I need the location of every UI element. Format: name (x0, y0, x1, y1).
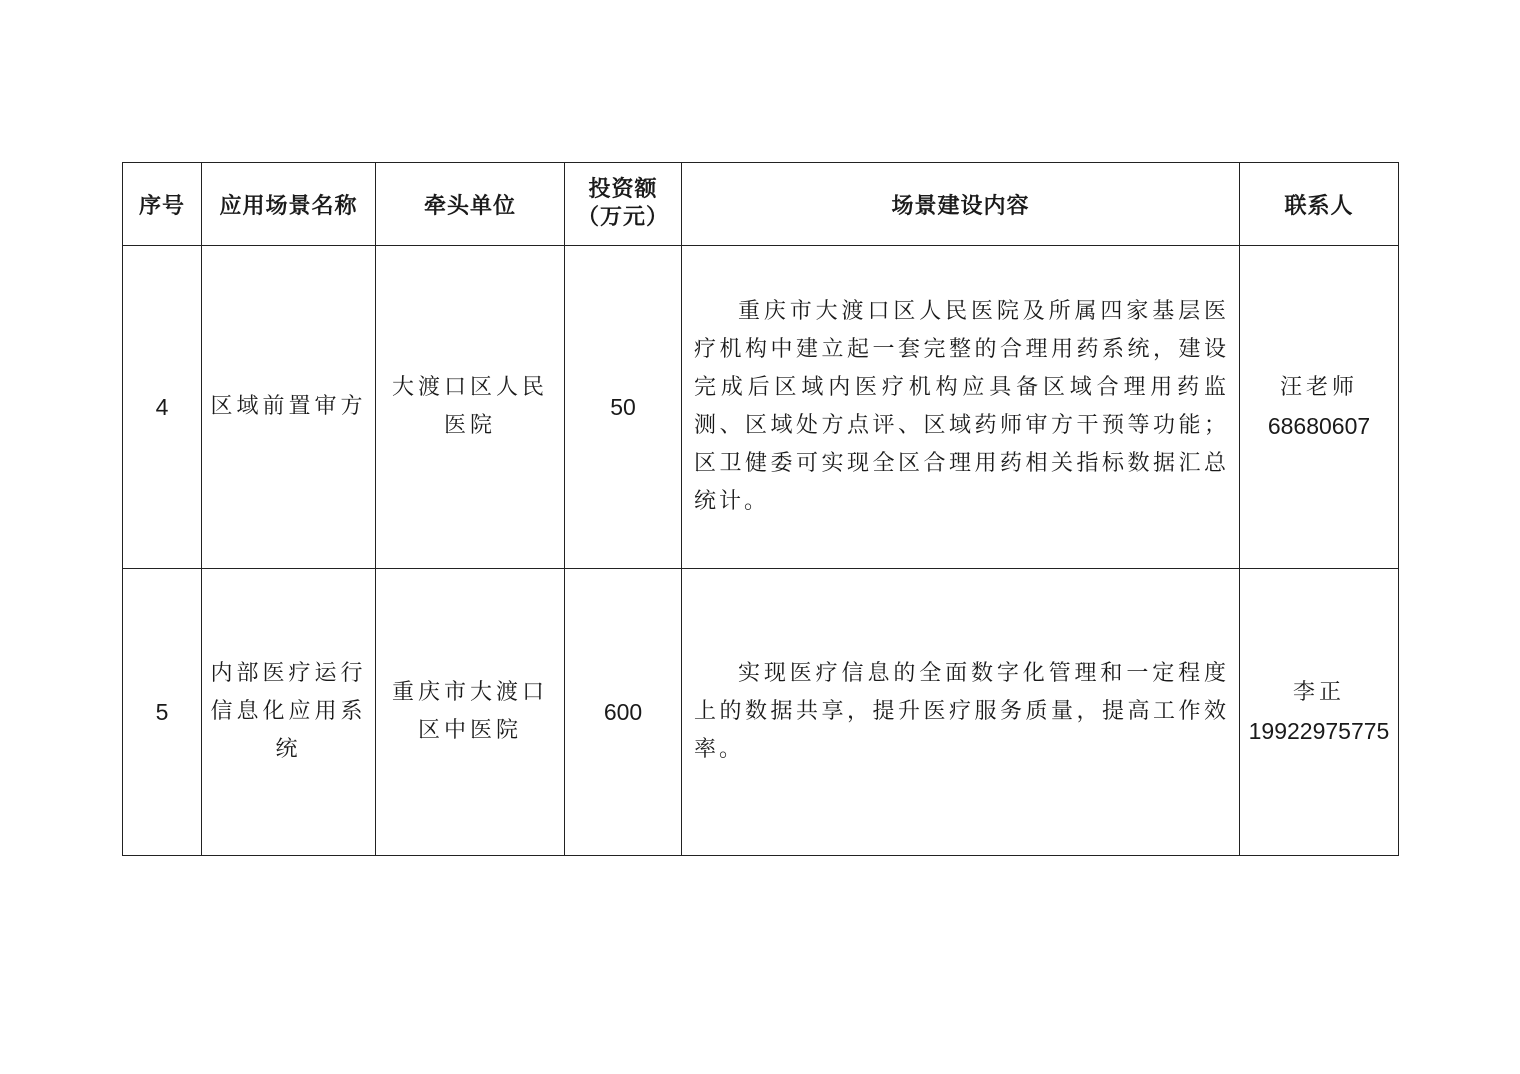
project-table (122, 162, 1399, 856)
contact-name: 汪老师 (1279, 375, 1358, 400)
row-contact (1240, 246, 1399, 569)
header-scene-name: 应用场景名称 (202, 163, 376, 246)
scene-name-text: 区域前置审方 (210, 394, 367, 419)
header-investment (565, 163, 682, 246)
header-investment-line2: （万元） (576, 205, 669, 230)
header-contact: 联系人 (1240, 163, 1399, 246)
row-lead-unit (376, 246, 565, 569)
header-index: 序号 (123, 163, 202, 246)
lead-unit-text: 大渡口区人民医院 (391, 375, 548, 438)
header-lead-unit: 牵头单位 (376, 163, 565, 246)
row-content (682, 569, 1240, 856)
table-row (123, 569, 1399, 856)
row-contact (1240, 569, 1399, 856)
content-text: 重庆市大渡口区人民医院及所属四家基层医疗机构中建立起一套完整的合理用药系统，建设完成后区域内医疗机构应具备区域合理用药监测、区域处方点评、区域药师审方干预等功能；区卫健委可实现全区合理用药相关指标数据汇总统计。 (694, 299, 1229, 514)
content-text: 实现医疗信息的全面数字化管理和一定程度上的数据共享，提升医疗服务质量，提高工作效率。 (694, 661, 1229, 762)
row-investment: 50 (565, 246, 682, 569)
row-lead-unit (376, 569, 565, 856)
header-investment-line1: 投资额 (588, 177, 658, 202)
row-scene-name (202, 569, 376, 856)
row-index: 4 (123, 246, 202, 569)
contact-phone: 19922975775 (1248, 718, 1390, 744)
row-content (682, 246, 1240, 569)
contact-phone: 68680607 (1267, 413, 1371, 439)
row-investment: 600 (565, 569, 682, 856)
table-header-row (123, 163, 1399, 246)
lead-unit-text: 重庆市大渡口区中医院 (391, 680, 548, 743)
contact-name: 李正 (1292, 680, 1345, 705)
header-content: 场景建设内容 (682, 163, 1240, 246)
row-scene-name (202, 246, 376, 569)
row-index: 5 (123, 569, 202, 856)
table-row (123, 246, 1399, 569)
scene-name-text: 内部医疗运行信息化应用系统 (210, 661, 367, 762)
